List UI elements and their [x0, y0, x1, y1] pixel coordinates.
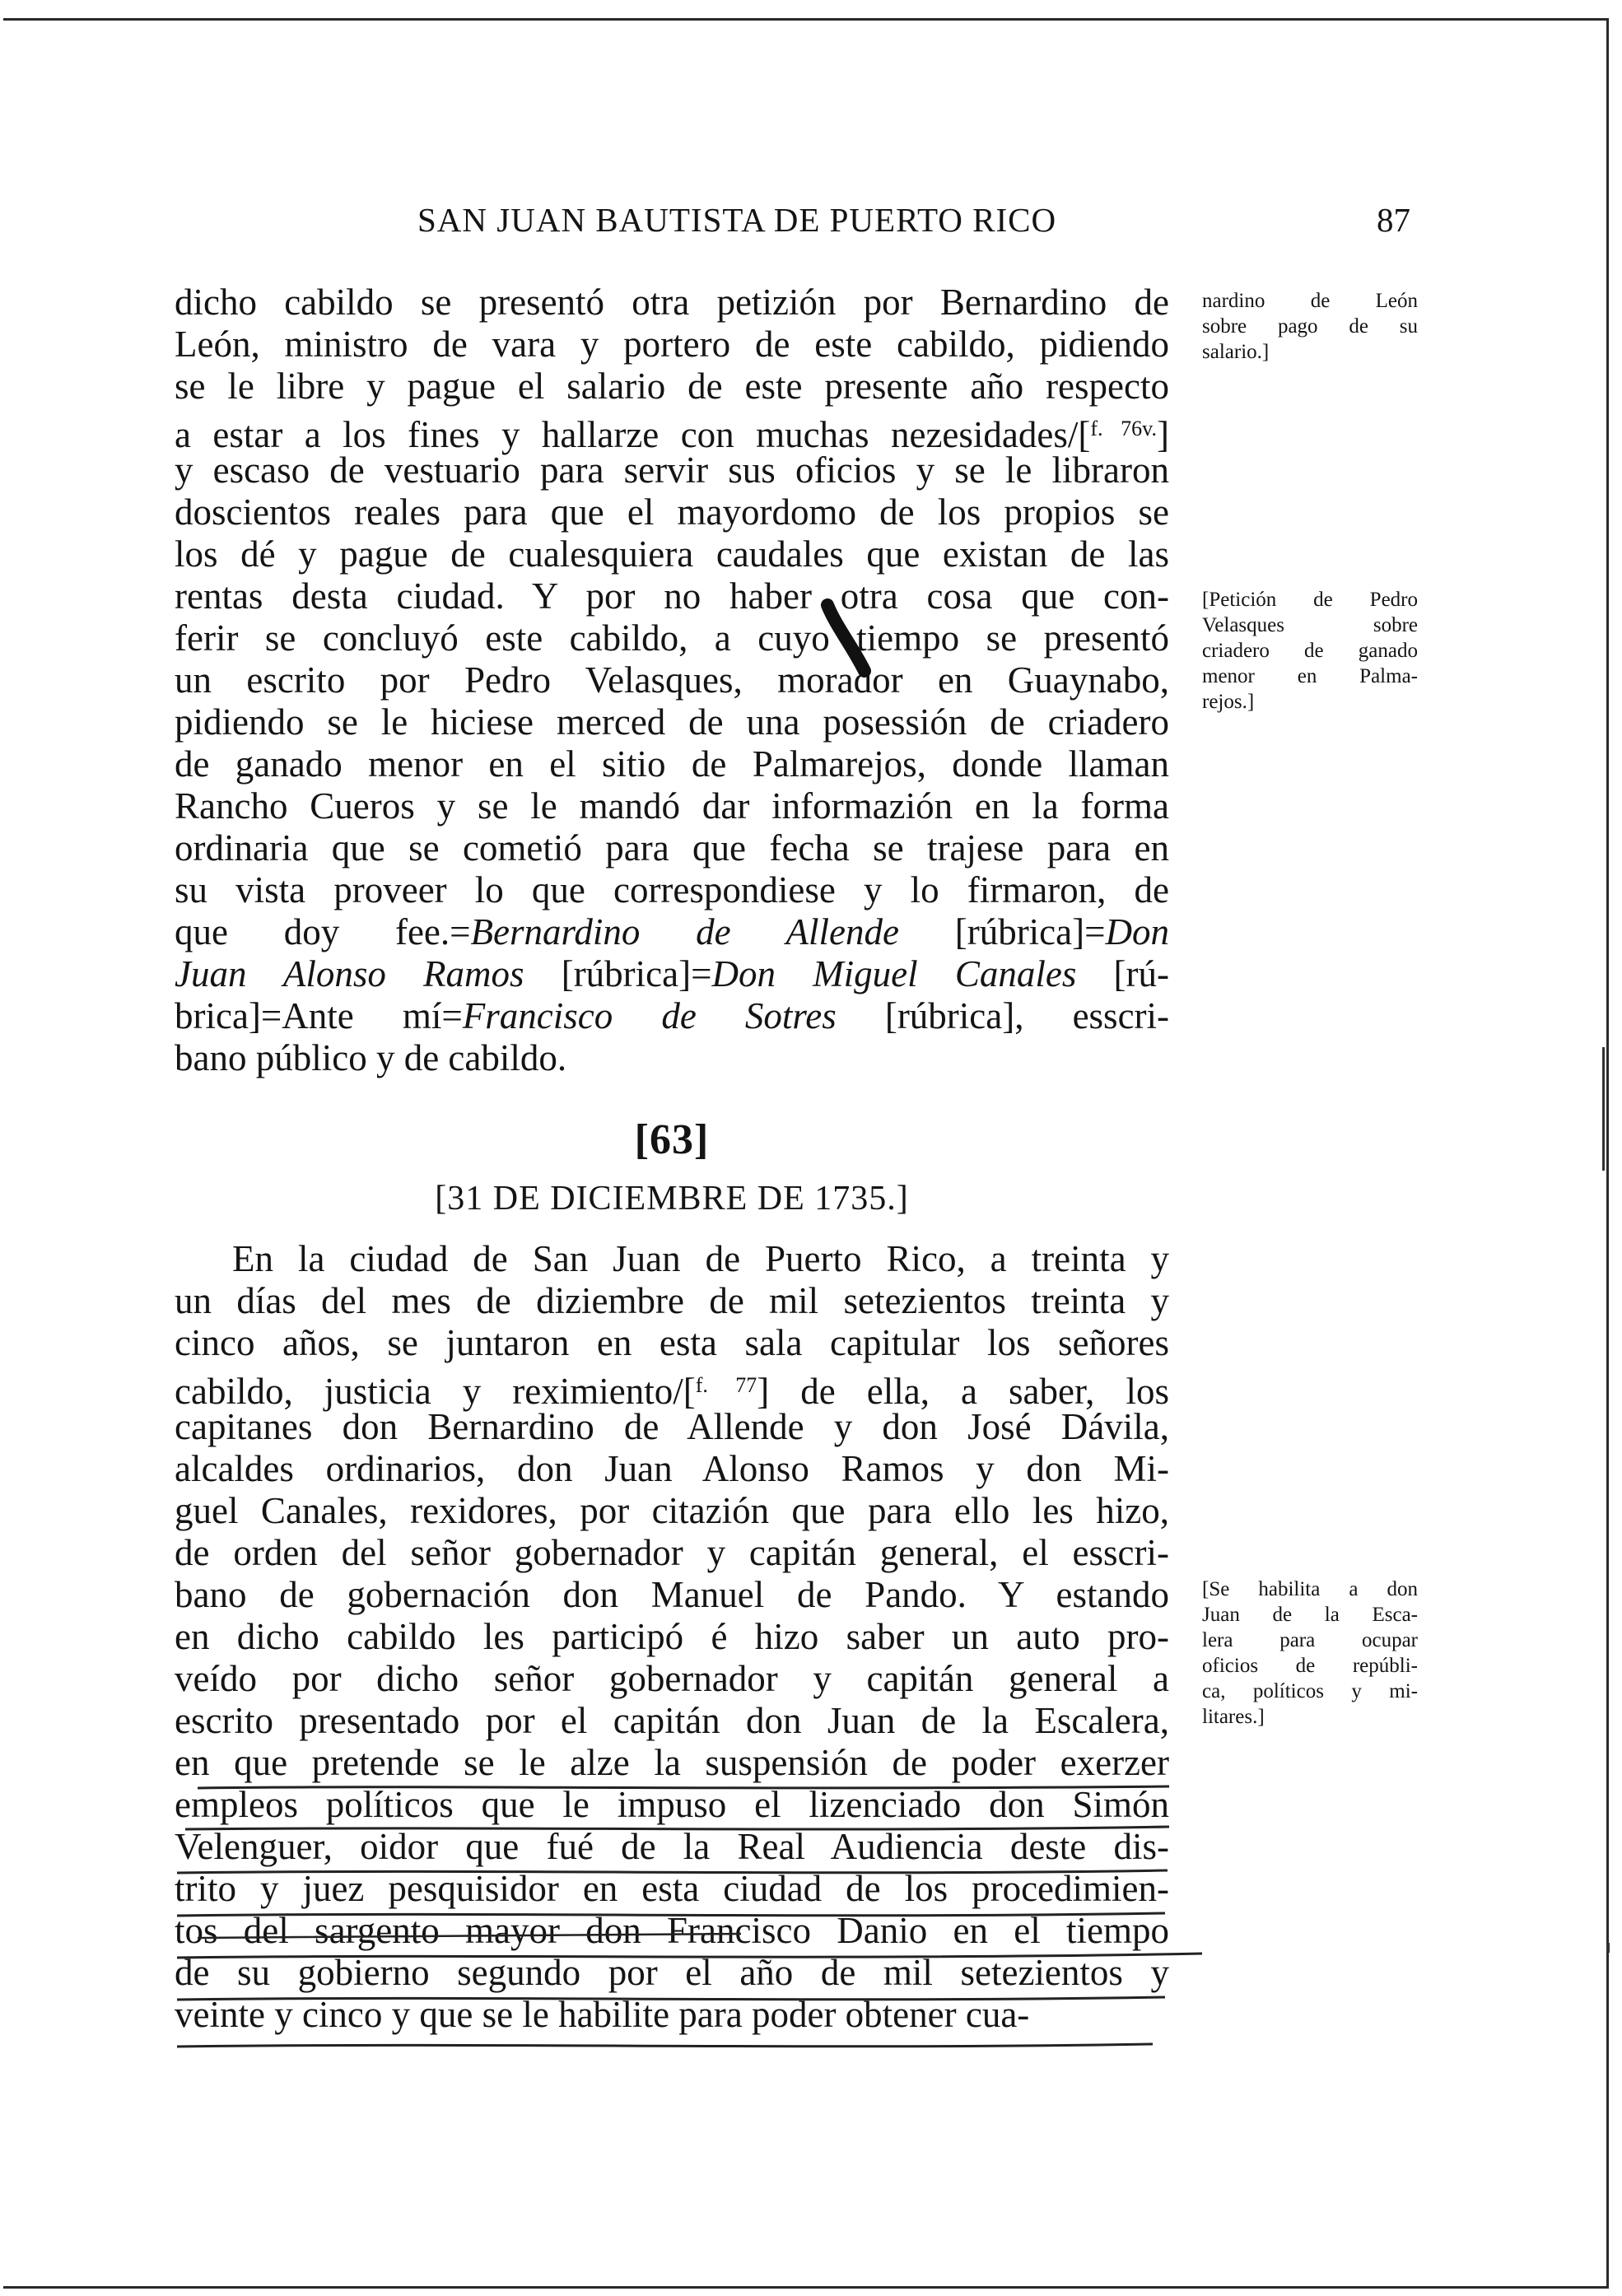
note-line: criadero de ganado	[1202, 640, 1418, 662]
stray-mark	[1607, 1943, 1610, 1953]
text-run: cinco años, se juntaron en esta sala capitular los señores	[175, 1322, 1169, 1363]
text-run: de su gobierno segundo por el año de mil setezientos y	[175, 1952, 1169, 1993]
text-run: ]	[1157, 414, 1169, 455]
text-line	[175, 701, 1169, 743]
text-line	[175, 1280, 1169, 1322]
italic-name: Don	[1105, 911, 1169, 952]
folio-mark: f. 77	[695, 1373, 757, 1397]
text-run: cabildo, justicia y reximiento/[	[175, 1371, 696, 1412]
text-line	[175, 953, 1169, 995]
text-run: un días del mes de diziembre de mil setezientos treinta y	[175, 1280, 1169, 1321]
note-line: Juan de la Esca-	[1202, 1604, 1418, 1626]
text-run: y escaso de vestuario para servir sus oficios y se le libraron	[175, 449, 1169, 491]
note-line: [Petición de Pedro	[1202, 589, 1418, 611]
text-line	[175, 1238, 1169, 1280]
italic-name: Juan Alonso Ramos	[175, 953, 524, 994]
note-line: litares.]	[1202, 1706, 1265, 1728]
note-line: oficios de repúbli-	[1202, 1655, 1418, 1677]
text-run: rentas desta ciudad. Y por no haber otra cosa que con-	[175, 575, 1169, 617]
margin-note-habilitation	[1202, 1576, 1418, 1730]
italic-name: Bernardino de Allende	[470, 911, 899, 952]
text-run: León, ministro de vara y portero de este cabildo, pidiendo	[175, 324, 1169, 365]
text-run: doscientos reales para que el mayordomo de los propios se	[175, 491, 1169, 533]
note-line: menor en Palma-	[1202, 665, 1418, 687]
text-run: En la ciudad de San Juan de Puerto Rico, a treinta y	[232, 1238, 1169, 1279]
margin-note-petition	[1202, 587, 1418, 715]
text-run: tos del sargento mayor don Francisco Danio en el tiempo	[175, 1910, 1169, 1951]
text-line	[175, 1994, 1169, 2036]
text-run: de ganado menor en el sitio de Palmarejos, donde llaman	[175, 743, 1169, 785]
text-line	[175, 1364, 1169, 1412]
text-run: [rúbrica]=	[898, 911, 1106, 952]
note-line: lera para ocupar	[1202, 1629, 1418, 1651]
note-line: Velasques sobre	[1202, 614, 1418, 636]
text-line	[175, 1868, 1169, 1910]
text-run: alcaldes ordinarios, don Juan Alonso Ramos y don Mi-	[175, 1448, 1169, 1489]
text-run: veinte y cinco y que se le habilite para poder obtener cua-	[175, 1994, 1030, 2035]
text-run: capitanes don Bernardino de Allende y don José Dávila,	[175, 1406, 1169, 1447]
text-run: empleos políticos que le impuso el lizenciado don Simón	[175, 1784, 1169, 1825]
text-line	[175, 1037, 1169, 1079]
text-line	[175, 995, 1169, 1037]
text-run: trito y juez pesquisidor en esta ciudad de los procedimien-	[175, 1868, 1169, 1909]
text-line	[175, 1700, 1169, 1742]
text-run: guel Canales, rexidores, por citazión que para ello les hizo,	[175, 1490, 1169, 1531]
text-run: un escrito por Pedro Velasques, morador en Guaynabo,	[175, 659, 1169, 701]
text-line	[175, 1322, 1169, 1364]
text-run: a estar a los fines y hallarze con muchas nezesidades/[	[175, 414, 1091, 455]
text-line	[175, 827, 1169, 869]
text-run: Velenguer, oidor que fué de la Real Audiencia deste dis-	[175, 1826, 1169, 1867]
text-run: en dicho cabildo les participó é hizo saber un auto pro-	[175, 1616, 1169, 1657]
text-run: [rúbrica]=	[524, 953, 712, 994]
text-line	[175, 1574, 1169, 1616]
paragraph-1	[175, 282, 1169, 1079]
text-run: [rúbrica], esscri-	[836, 995, 1170, 1036]
text-run: en que pretende se le alze la suspensión de poder exerzer	[175, 1742, 1169, 1783]
note-line: sobre pago de su	[1202, 315, 1418, 338]
text-line	[175, 1784, 1169, 1826]
text-line	[175, 1406, 1169, 1448]
note-line: nardino de León	[1202, 290, 1418, 312]
text-line	[175, 491, 1169, 533]
text-run: Rancho Cueros y se le mandó dar informazión en la forma	[175, 785, 1169, 827]
paragraph-2	[175, 1238, 1169, 2036]
text-line	[175, 1826, 1169, 1868]
text-run: ordinaria que se cometió para que fecha se trajese para en	[175, 827, 1169, 869]
text-line	[175, 1742, 1169, 1784]
text-line	[175, 785, 1169, 827]
text-run: ] de ella, a saber, los	[757, 1371, 1169, 1412]
text-run: escrito presentado por el capitán don Juan de la Escalera,	[175, 1700, 1169, 1741]
text-line	[175, 743, 1169, 785]
text-run: su vista proveer lo que correspondiese y lo firmaron, de	[175, 869, 1169, 910]
text-line	[175, 1952, 1169, 1994]
text-run: de orden del señor gobernador y capitán general, el esscri-	[175, 1532, 1169, 1573]
text-run: pidiendo se le hiciese merced de una posessión de criadero	[175, 701, 1169, 743]
italic-name: Francisco de Sotres	[462, 995, 837, 1036]
text-line	[175, 617, 1169, 659]
text-line	[175, 1616, 1169, 1658]
text-line	[175, 1658, 1169, 1700]
running-head: SAN JUAN BAUTISTA DE PUERTO RICO	[417, 201, 1057, 239]
text-line	[175, 659, 1169, 701]
text-run: ferir se concluyó este cabildo, a cuyo tiempo se presentó	[175, 617, 1169, 659]
text-run: que doy fee.=	[175, 911, 471, 952]
text-line	[175, 1532, 1169, 1574]
text-run: los dé y pague de cualesquiera caudales que existan de las	[175, 533, 1169, 575]
italic-name: Don Miguel Canales	[711, 953, 1077, 994]
text-line	[175, 408, 1169, 455]
text-line	[175, 533, 1169, 575]
text-run: bano de gobernación don Manuel de Pando. Y estando	[175, 1574, 1169, 1615]
text-line	[175, 911, 1169, 953]
margin-note-salary	[1202, 288, 1418, 365]
text-line	[175, 1448, 1169, 1490]
text-line	[175, 1910, 1169, 1952]
stray-mark	[1602, 1047, 1605, 1171]
text-line	[175, 1490, 1169, 1532]
text-line	[175, 282, 1169, 324]
text-line	[175, 324, 1169, 366]
note-line: [Se habilita a don	[1202, 1578, 1418, 1600]
text-run: [rú-	[1076, 953, 1169, 994]
note-line: ca, políticos y mi-	[1202, 1680, 1418, 1702]
text-run: bano público y de cabildo.	[175, 1037, 567, 1078]
text-run: veído por dicho señor gobernador y capitán general a	[175, 1658, 1169, 1699]
folio-mark: f. 76v.	[1090, 417, 1157, 440]
section-date: [31 DE DICIEMBRE DE 1735.]	[435, 1180, 909, 1218]
note-line: salario.]	[1202, 341, 1270, 363]
text-run: se le libre y pague el salario de este presente año respecto	[175, 366, 1169, 407]
text-line	[175, 575, 1169, 617]
text-line	[175, 366, 1169, 408]
text-line	[175, 449, 1169, 491]
note-line: rejos.]	[1202, 691, 1255, 713]
page-number: 87	[1377, 201, 1410, 239]
text-run: dicho cabildo se presentó otra petizión por Bernardino de	[175, 282, 1169, 323]
section-number: [63]	[634, 1116, 710, 1163]
text-line	[175, 869, 1169, 911]
text-run: brica]=Ante mí=	[175, 995, 463, 1036]
